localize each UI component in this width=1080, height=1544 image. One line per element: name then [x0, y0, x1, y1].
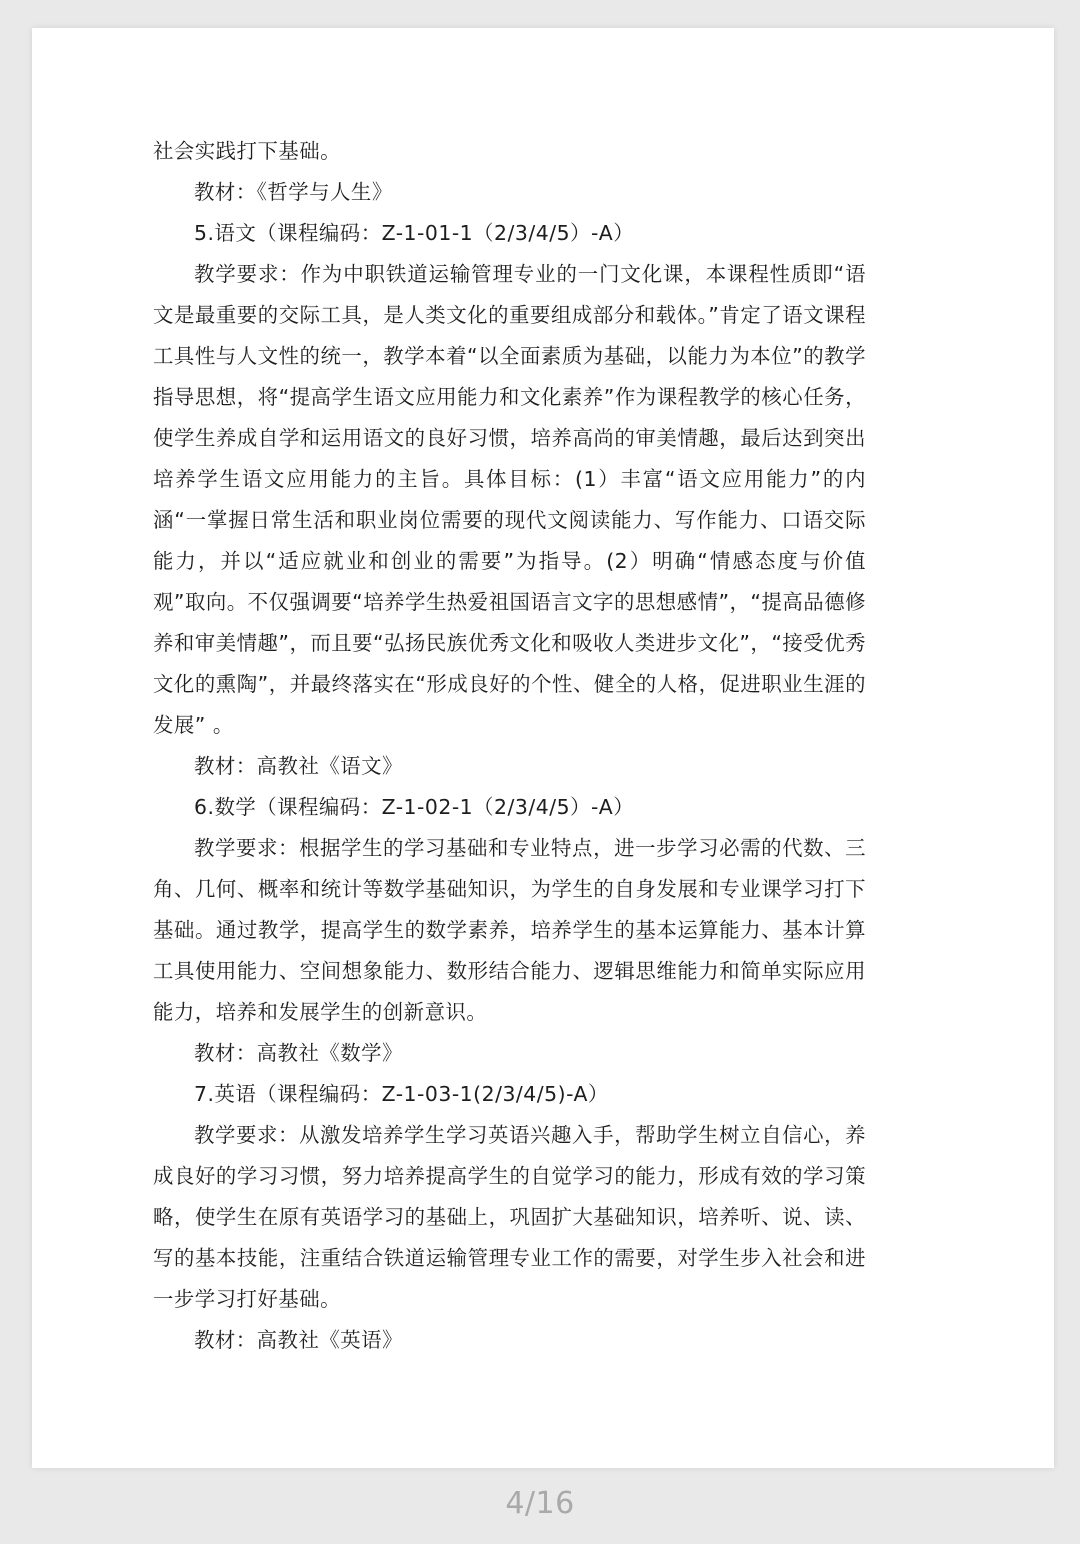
- requirements-math: 教学要求：根据学生的学习基础和专业特点，进一步学习必需的代数、三角、几何、概率和统计等数学基础知识，为学生的自身发展和专业课学习打下基础。通过教学，提高学生的数学素养，培养学生的基本运算能力、基本计算工具使用能力、空间想象能力、数形结合能力、逻辑思维能力和简单实际应用能力，培养和发展学生的创新意识。: [153, 836, 866, 1024]
- paragraph-continuation: 社会实践打下基础。: [153, 139, 342, 163]
- textbook-chinese: 教材：高教社《语文》: [194, 754, 403, 778]
- course-heading-english: 7.英语（课程编码：Z-1-03-1(2/3/4/5)-A）: [194, 1082, 609, 1106]
- requirements-chinese: 教学要求：作为中职铁道运输管理专业的一门文化课，本课程性质即“语文是最重要的交际工具，是人类文化的重要组成部分和载体。”肯定了语文课程工具性与人文性的统一，教学本着“以全面素质为基础，以能力为本位”的教学指导思想，将“提高学生语文应用能力和文化素养”作为课程教学的核心任务，使学生养成自学和运用语文的良好习惯，培养高尚的审美情趣，最后达到突出培养学生语文应用能力的主旨。具体目标：(1）丰富“语文应用能力”的内涵“一掌握日常生活和职业岗位需要的现代文阅读能力、写作能力、口语交际能力，并以“适应就业和创业的需要”为指导。(2）明确“情感态度与价值观”取向。不仅强调要“培养学生热爱祖国语言文字的思想感情”，“提高品德修养和审美情趣”，而且要“弘扬民族优秀文化和吸收人类进步文化”，“接受优秀文化的熏陶”，并最终落实在“形成良好的个性、健全的人格，促进职业生涯的发展” 。: [153, 262, 866, 737]
- course-heading-math: 6.数学（课程编码：Z-1-02-1（2/3/4/5）-A）: [194, 795, 635, 819]
- textbook-english: 教材：高教社《英语》: [194, 1328, 403, 1352]
- textbook-philosophy: 教材：《哲学与人生》: [194, 180, 393, 204]
- course-heading-chinese: 5.语文（课程编码：Z-1-01-1（2/3/4/5）-A）: [194, 221, 635, 245]
- document-body: [153, 131, 866, 1361]
- textbook-math: 教材：高教社《数学》: [194, 1041, 403, 1065]
- page-number: 4/16: [505, 1486, 575, 1521]
- requirements-english: 教学要求：从激发培养学生学习英语兴趣入手，帮助学生树立自信心，养成良好的学习习惯，努力培养提高学生的自觉学习的能力，形成有效的学习策略，使学生在原有英语学习的基础上，巩固扩大基础知识，培养听、说、读、写的基本技能，注重结合铁道运输管理专业工作的需要，对学生步入社会和进一步学习打好基础。: [153, 1123, 866, 1311]
